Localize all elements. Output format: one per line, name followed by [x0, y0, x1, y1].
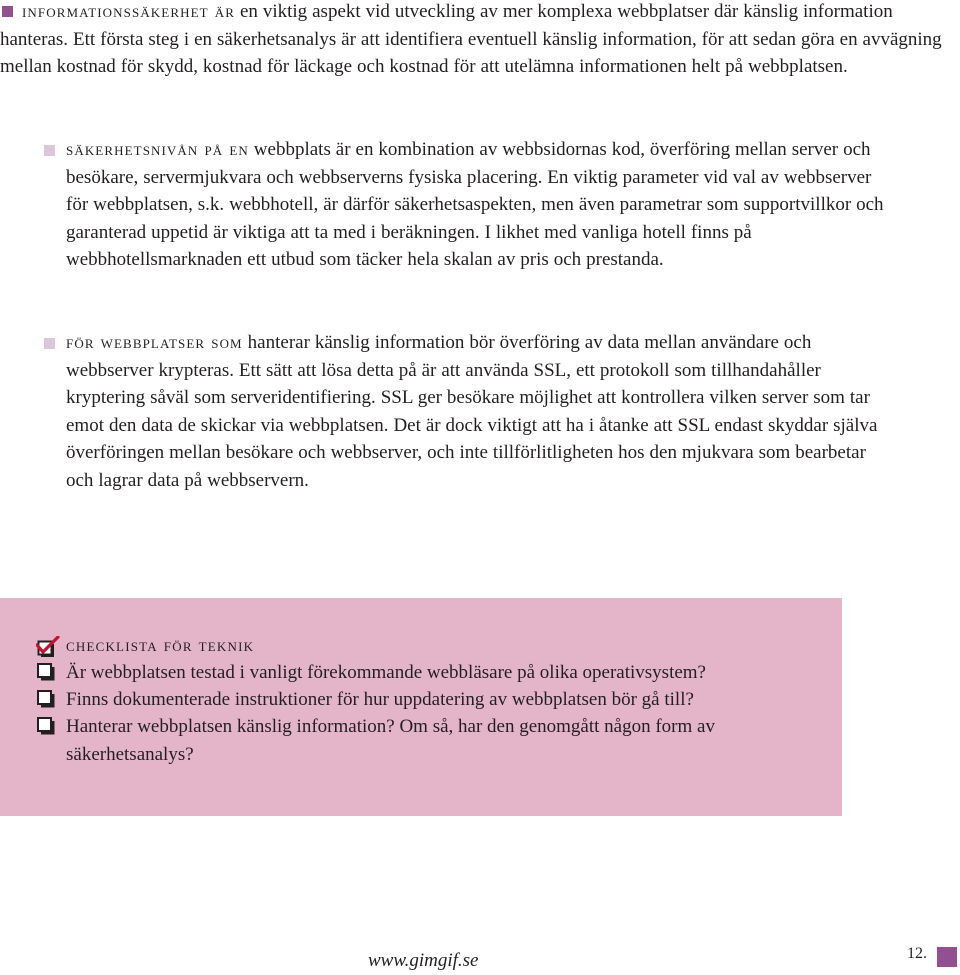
- checkbox-icon[interactable]: [37, 717, 55, 735]
- checkbox-icon[interactable]: [37, 663, 55, 681]
- paragraph-webbplatser-kryptering: [66, 329, 886, 494]
- paragraph-lead: för webbplatser som: [66, 332, 243, 353]
- paragraph-sakerhetsniva: [66, 136, 886, 274]
- checkbox-checked-icon: [36, 636, 60, 658]
- paragraph-informationssakerhet: [0, 0, 950, 81]
- checklist-item: Är webbplatsen testad i vanligt förekommande webbläsare på olika operativsystem?: [66, 662, 706, 683]
- square-bullet-icon: [44, 338, 55, 349]
- checklist-item: Finns dokumenterade instruktioner för hur uppdatering av webbplatsen bör gå till?: [66, 689, 694, 710]
- paragraph-text: hanterar känslig information bör överföring av data mellan användare och webbserver krypteras. Ett sätt att lösa detta på är att använda SSL, ett protokoll som tillhandahåller kryptering såväl som serveridentifiering. SSL ger besökare möjlighet att kontrollera vilken server som tar emot den data de skickar via webbplatsen. Det är dock viktigt att ha i åtanke att SSL endast skyddar själva överföringen mellan besökare och webbserver, och inte tillförlitligheten hos den mjukvara som bearbetar och lagrar data på webbservern.: [66, 332, 878, 491]
- checklist-item: Hanterar webbplatsen känslig information? Om så, har den genomgått någon form av säkerhetsanalys?: [66, 716, 715, 765]
- paragraph-lead: informationssäkerhet är: [22, 1, 235, 22]
- checklist-panel: [0, 598, 842, 816]
- checklist-title: checklista för teknik: [66, 635, 255, 656]
- checkbox-icon[interactable]: [37, 690, 55, 708]
- page-number: 12.: [907, 945, 927, 962]
- page-marker-icon: [937, 947, 957, 967]
- footer-url[interactable]: www.gimgif.se: [368, 950, 479, 971]
- paragraph-text: en viktig aspekt vid utveckling av mer komplexa webbplatser där känslig information hanteras. Ett första steg i en säkerhetsanalys är att identifiera eventuell känslig information, för att sedan göra en avvägning mellan kostnad för skydd, kostnad för läckage och kostnad för att utelämna informationen helt på webbplatsen.: [0, 1, 942, 77]
- square-bullet-icon: [44, 145, 55, 156]
- paragraph-lead: säkerhetsnivån på en: [66, 139, 249, 160]
- paragraph-text: webbplats är en kombination av webbsidornas kod, överföring mellan server och besökare, servermjukvara och webbserverns fysiska placering. En viktig parameter vid val av webbserver för webbplatsen, s.k. webbhotell, är därför säkerhetsaspekten, men även parametrar som supportvillkor och garanterad uppetid är viktiga att ta med i beräkningen. I likhet med vanliga hotell finns på webbhotellsmarknaden ett utbud som täcker hela skalan av pris och prestanda.: [66, 139, 884, 270]
